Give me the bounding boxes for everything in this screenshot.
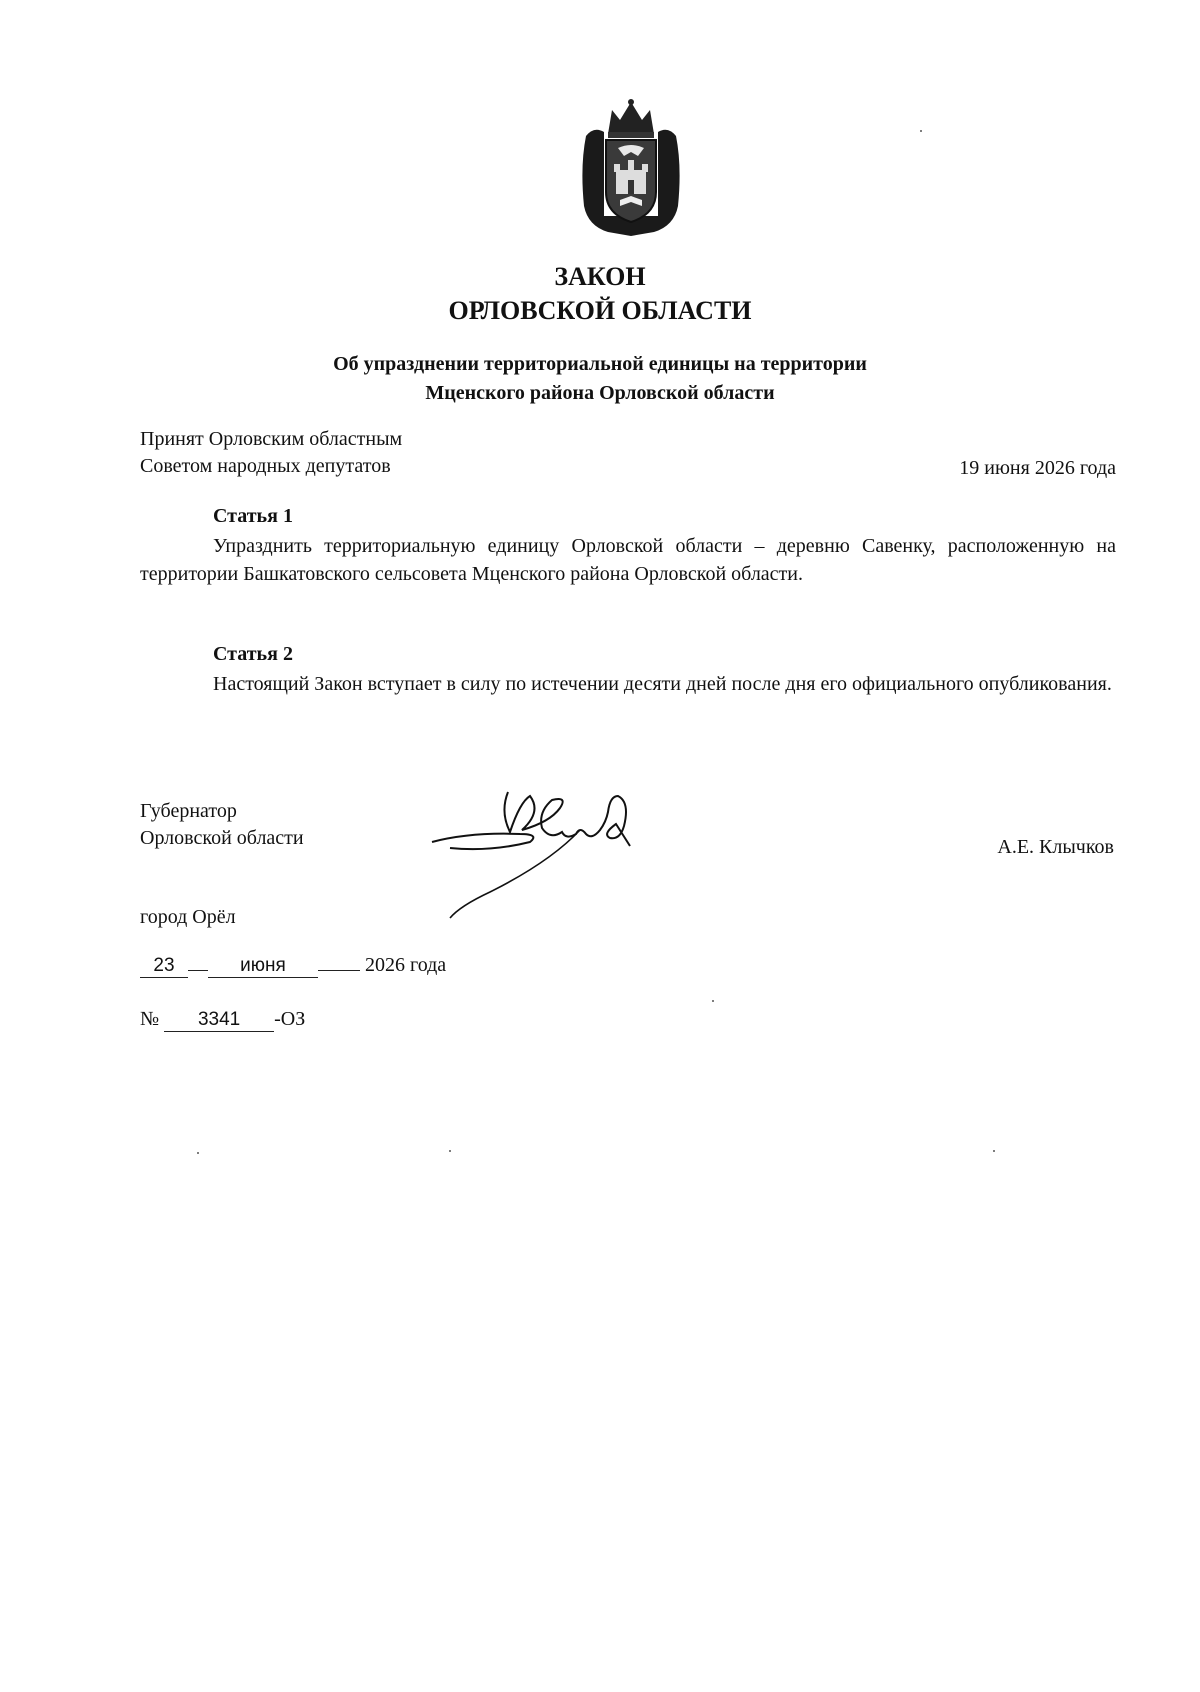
law-subtitle bbox=[0, 350, 1200, 408]
law-number bbox=[140, 1008, 305, 1032]
signing-date bbox=[140, 954, 446, 978]
article-1-body: Упразднить территориальную единицу Орловской области – деревню Савенку, расположенную на территории Башкатовского сельсовета Мценского района Орловской области. bbox=[140, 535, 1116, 585]
article-2-heading: Статья 2 bbox=[213, 643, 293, 665]
law-title-line1: ЗАКОН bbox=[554, 262, 646, 291]
signer-name: А.Е. Клычков bbox=[997, 836, 1114, 858]
scan-speck bbox=[993, 1150, 995, 1152]
signer-title bbox=[140, 798, 304, 852]
article-1-heading: Статья 1 bbox=[213, 505, 293, 527]
subtitle-line2: Мценского района Орловской области bbox=[425, 382, 775, 404]
signer-title-line1: Губернатор bbox=[140, 800, 237, 822]
number-prefix: № bbox=[140, 1008, 160, 1030]
scan-speck bbox=[712, 1000, 714, 1002]
article-2-body: Настоящий Закон вступает в силу по истечении десяти дней после дня его официального опубликования. bbox=[213, 673, 1112, 695]
place-of-signing: город Орёл bbox=[140, 906, 236, 928]
subtitle-line1: Об упразднении территориальной единицы на территории bbox=[333, 353, 867, 375]
signing-year: 2026 года bbox=[365, 954, 447, 976]
signing-day: 23 bbox=[140, 955, 188, 978]
adoption-line2: Советом народных депутатов bbox=[140, 455, 391, 477]
scan-speck bbox=[920, 130, 922, 132]
law-title-line2: ОРЛОВСКОЙ ОБЛАСТИ bbox=[448, 296, 752, 325]
signer-title-line2: Орловской области bbox=[140, 827, 304, 849]
adoption-line1: Принят Орловским областным bbox=[140, 428, 403, 450]
handwritten-signature-icon bbox=[430, 782, 670, 922]
adoption-block bbox=[140, 426, 640, 480]
number-value: 3341 bbox=[164, 1009, 274, 1032]
scan-speck bbox=[449, 1150, 451, 1152]
signing-month: июня bbox=[208, 955, 318, 978]
scan-speck bbox=[197, 1152, 199, 1154]
adoption-date: 19 июня 2026 года bbox=[959, 457, 1116, 479]
orel-oblast-coat-of-arms-icon bbox=[578, 96, 684, 238]
number-suffix: -ОЗ bbox=[274, 1008, 306, 1030]
